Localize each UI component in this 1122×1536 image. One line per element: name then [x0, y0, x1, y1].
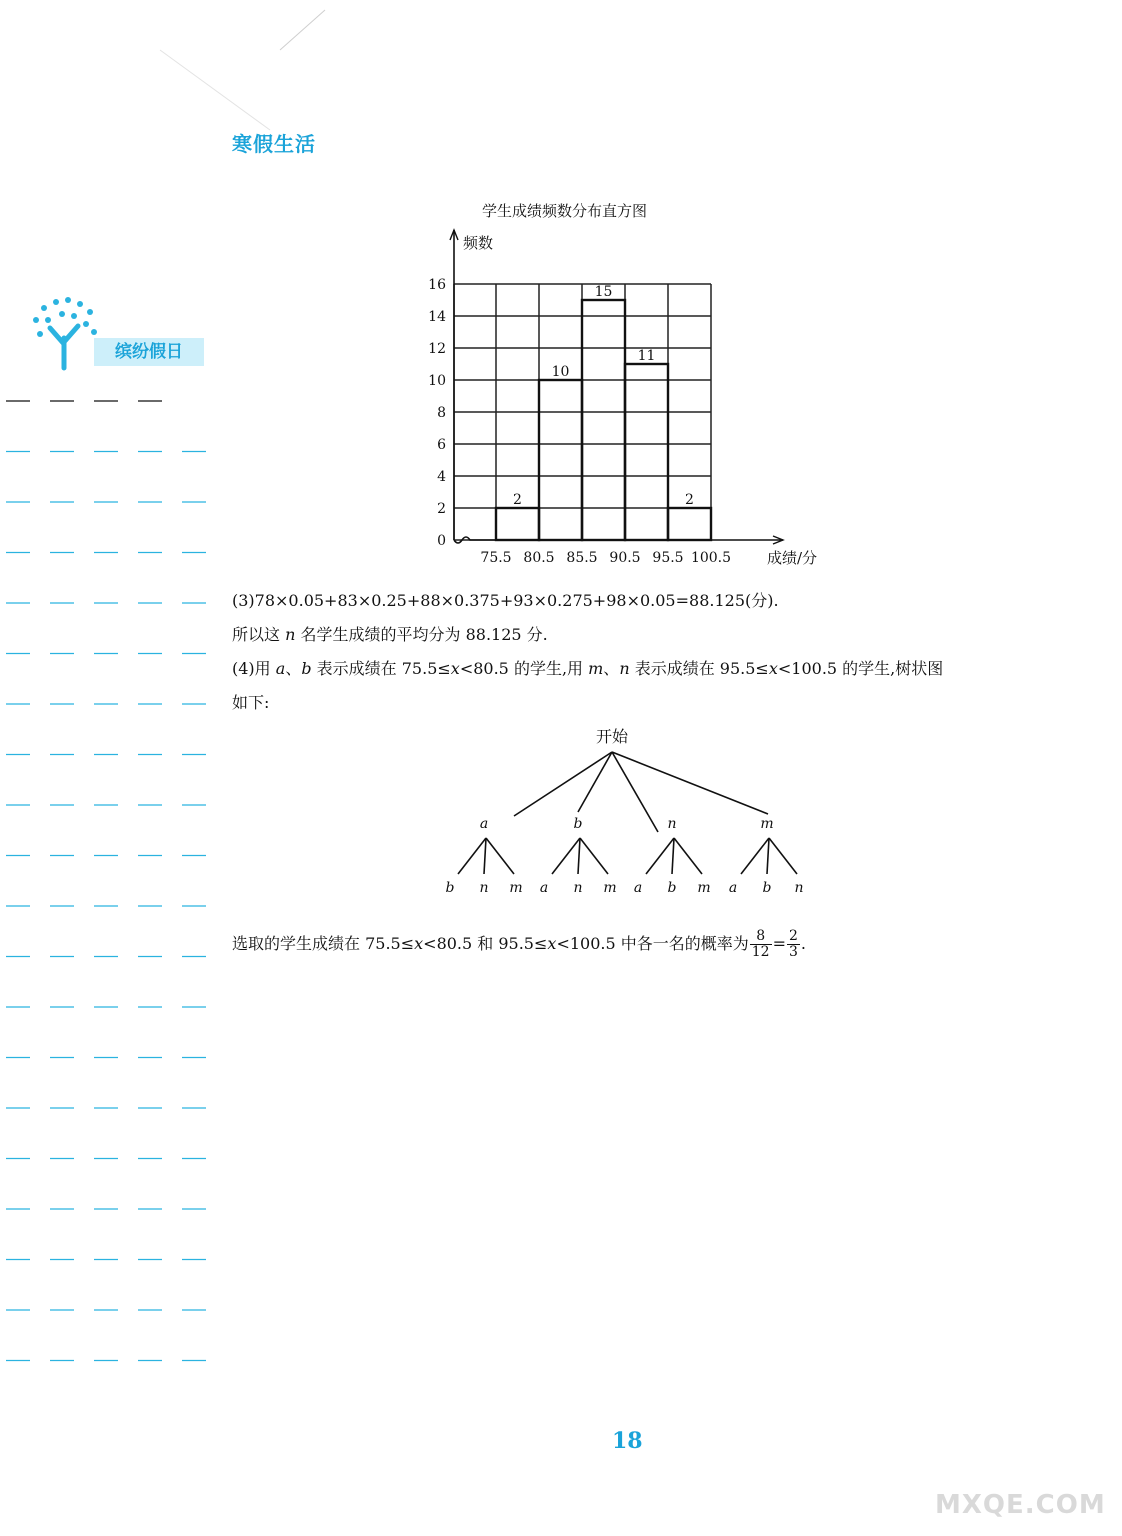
fraction-8-12: $\frac{8}{12}$ [751, 928, 770, 960]
tree-diagram [430, 722, 830, 902]
y-tick-label: 14 [428, 309, 446, 325]
sidebar-logo [28, 296, 208, 376]
tree-node-level2: n [794, 880, 804, 896]
histogram-bar [668, 508, 711, 540]
bar-value-label: 10 [551, 364, 570, 380]
tree-node-level2: a [633, 880, 643, 896]
y-tick-label: 4 [437, 469, 446, 485]
chart-title: 学生成绩频数分布直方图 [482, 202, 648, 220]
x-tick-label: 85.5 [566, 550, 598, 566]
tree-node-level1: m [760, 816, 774, 832]
tree-branch [484, 838, 486, 874]
tree-branch [769, 838, 797, 874]
watermark: MXQE.COM [935, 1490, 1106, 1520]
histogram-chart [420, 224, 830, 572]
solution-line-3: (3)78×0.05+83×0.25+88×0.375+93×0.275+98×0.05=88.125(分). [232, 591, 779, 610]
tree-branch [580, 838, 608, 874]
sidebar-note-lines [0, 390, 215, 1370]
tree-root-label: 开始 [595, 727, 629, 746]
x-tick-label: 75.5 [480, 550, 512, 566]
solution-line-4: 所以这 n 名学生成绩的平均分为 88.125 分. [232, 625, 548, 644]
y-axis-label: 频数 [463, 234, 494, 252]
tree-branch [674, 838, 702, 874]
bar-value-label: 2 [513, 492, 522, 508]
tree-branch [646, 838, 674, 874]
tree-node-level2: a [539, 880, 549, 896]
tree-node-level2: m [603, 880, 617, 896]
tree-node-level2: b [445, 880, 455, 896]
bar-value-label: 2 [685, 492, 694, 508]
histogram-bar [539, 380, 582, 540]
y-tick-label: 0 [437, 533, 446, 549]
y-tick-label: 2 [437, 501, 446, 517]
x-tick-label: 95.5 [652, 550, 684, 566]
y-tick-label: 16 [428, 277, 446, 293]
tree-node-level2: b [762, 880, 772, 896]
tree-branch [612, 752, 658, 832]
tree-node-level2: b [667, 880, 677, 896]
solution-line-6: 如下: [232, 693, 270, 712]
x-axis-label: 成绩/分 [767, 549, 818, 567]
fraction-2-3: $\frac{2}{3}$ [788, 928, 798, 960]
bar-value-label: 15 [594, 284, 613, 300]
histogram-bar [625, 364, 668, 540]
tree-branch [578, 752, 612, 812]
x-tick-label: 100.5 [690, 550, 732, 566]
tree-node-level2: n [479, 880, 489, 896]
tree-node-level2: n [573, 880, 583, 896]
tree-branch [458, 838, 486, 874]
histogram-bar [496, 508, 539, 540]
tree-node-level1: b [573, 816, 583, 832]
tree-branch [486, 838, 514, 874]
page-number: 18 [612, 1428, 643, 1454]
tree-node-level2: a [728, 880, 738, 896]
tree-branch [672, 838, 674, 874]
tree-branch [578, 838, 580, 874]
tree-node-level1: n [667, 816, 677, 832]
final-answer-line: 选取的学生成绩在 75.5≤x<80.5 和 95.5≤x<100.5 中各一名的概率为 $\frac{8}{12}$ = $\frac{2}{3}$ . [232, 928, 806, 960]
tree-node-level1: a [479, 816, 489, 832]
y-tick-label: 8 [437, 405, 446, 421]
logo-text: 缤纷假日 [94, 338, 204, 366]
solution-line-5: (4)用 a、b 表示成绩在 75.5≤x<80.5 的学生,用 m、n 表示成绩在 95.5≤x<100.5 的学生,树状图 [232, 659, 944, 678]
y-tick-label: 6 [437, 437, 446, 453]
tree-node-level2: m [509, 880, 523, 896]
y-tick-label: 12 [428, 341, 446, 357]
tree-branch [612, 752, 768, 814]
x-tick-label: 90.5 [609, 550, 641, 566]
tree-branch [552, 838, 580, 874]
tree-node-level2: m [697, 880, 711, 896]
tree-branch [741, 838, 769, 874]
y-tick-label: 10 [428, 373, 446, 389]
x-tick-label: 80.5 [523, 550, 555, 566]
section-title: 寒假生活 [232, 132, 316, 156]
tree-branch [514, 752, 612, 816]
bar-value-label: 11 [637, 348, 656, 364]
tree-branch [767, 838, 769, 874]
histogram-bar [582, 300, 625, 540]
